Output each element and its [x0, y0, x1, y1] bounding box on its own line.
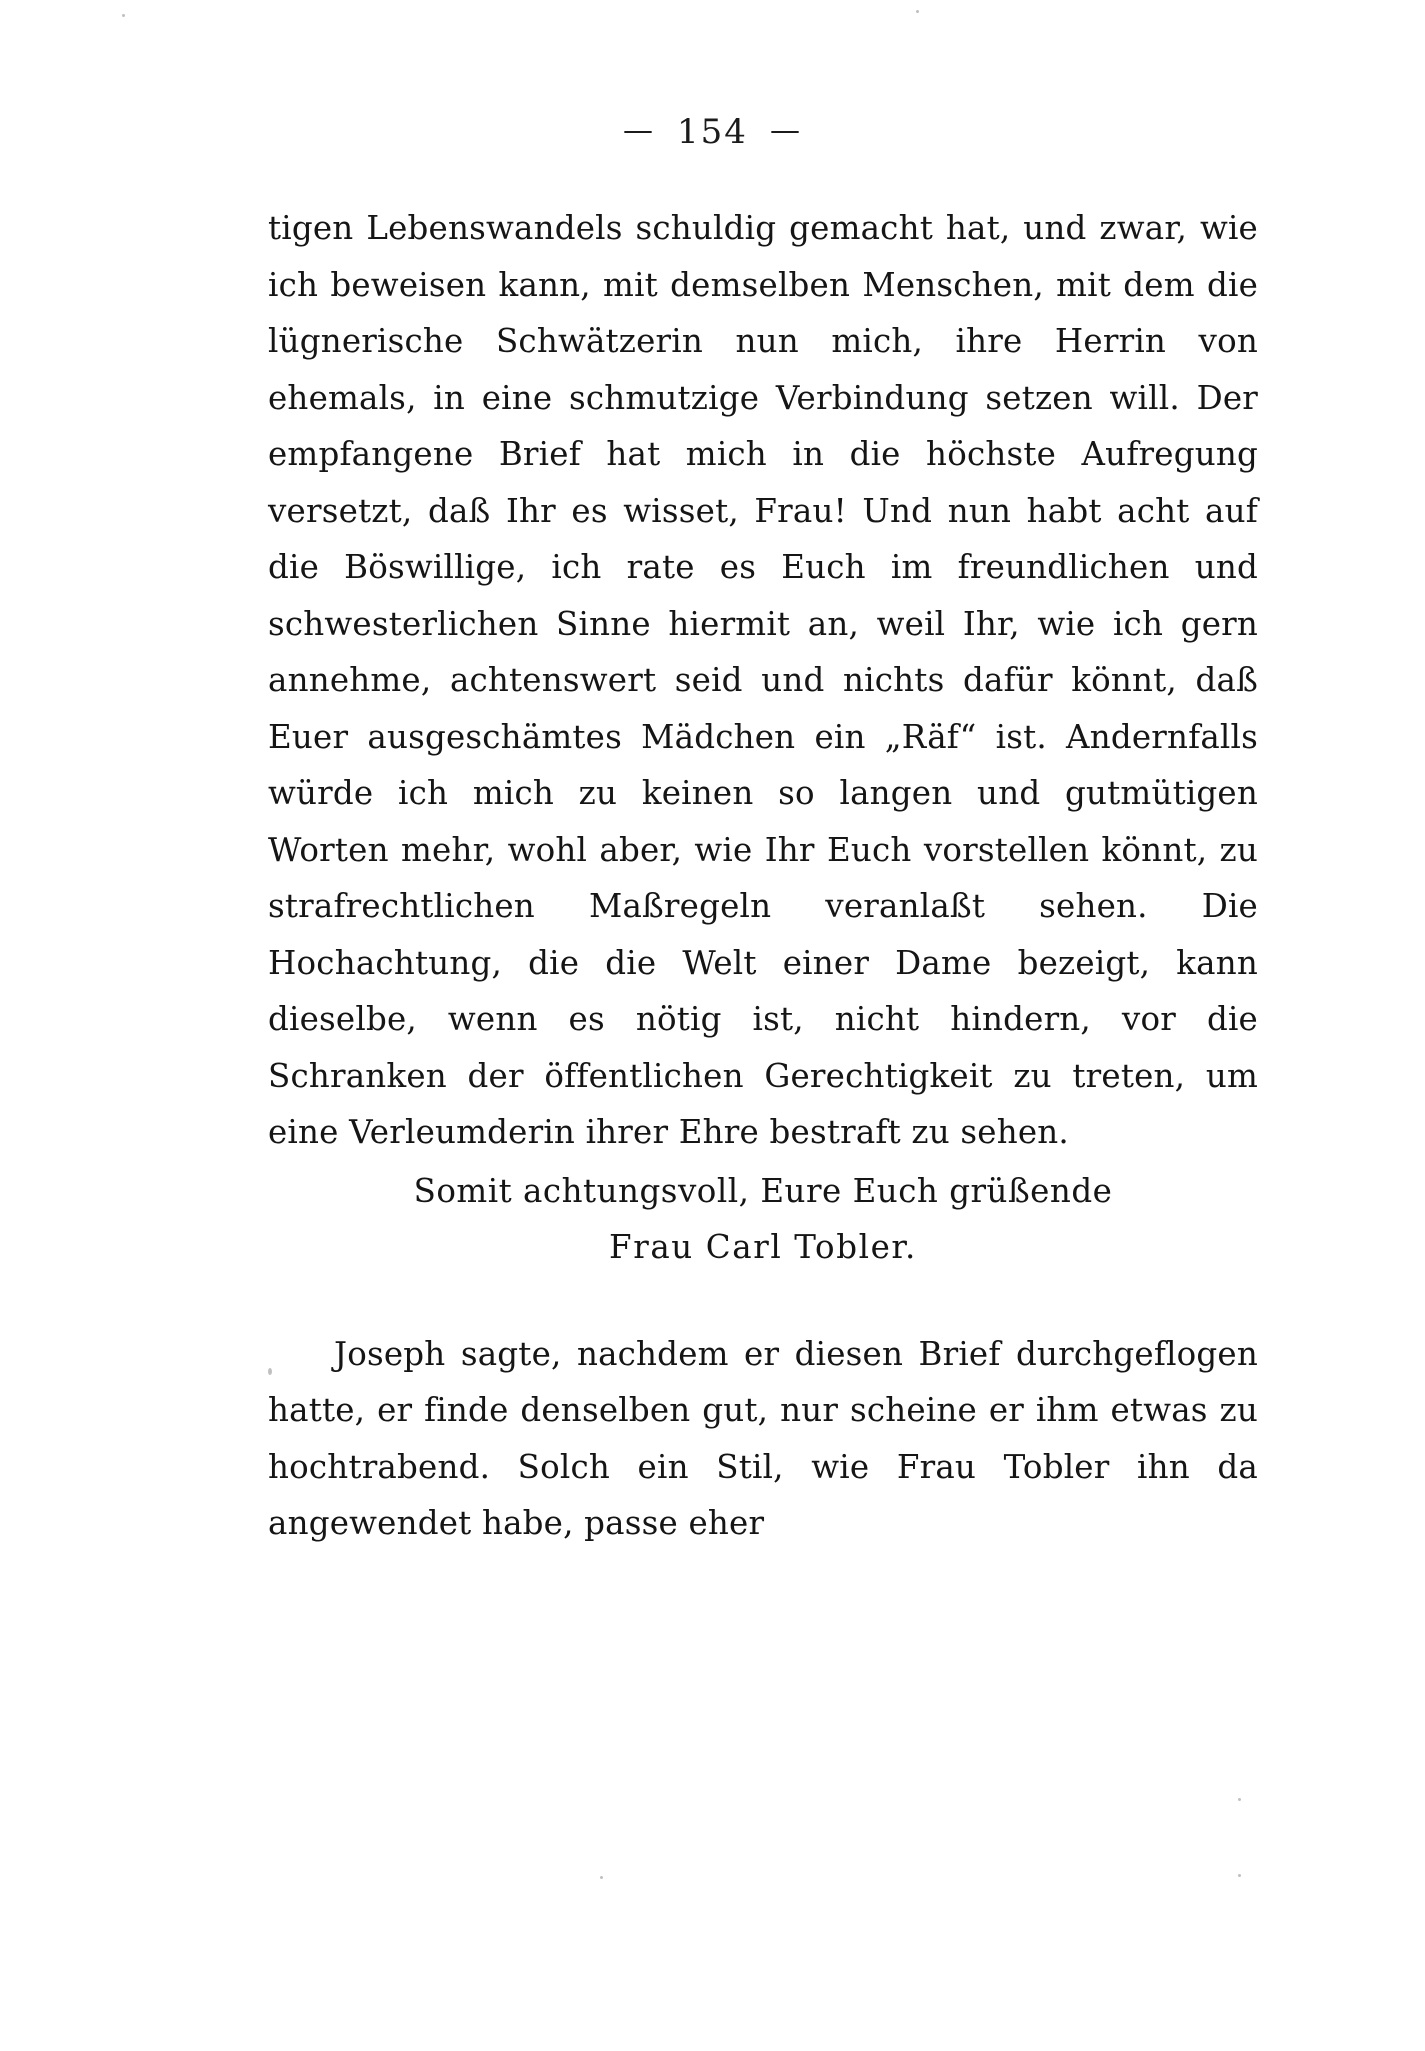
paragraph-spacer [268, 1276, 1258, 1326]
letter-closing [268, 1163, 1258, 1276]
scan-speck [1238, 1874, 1241, 1877]
letter-closing-salutation: Somit achtungsvoll, Eure Euch grüßende [413, 1171, 1113, 1210]
page-number-dash-right: — [769, 113, 802, 148]
scan-speck [122, 14, 125, 17]
page-body [268, 200, 1258, 1552]
scan-speck [1238, 1798, 1241, 1801]
scan-speck [916, 10, 919, 13]
page-number-value: 154 [677, 112, 748, 152]
paragraph-narration: Joseph sagte, nachdem er diesen Brief durchgeflogen hatte, er finde denselben gut, nur scheine er ihm etwas zu hochtrabend. Solch ein Stil, wie Frau Tobler ihn da angewendet habe, passe eher [268, 1334, 1258, 1542]
page-number-dash-left: — [623, 113, 656, 148]
paragraph-letter-body: tigen Lebenswandels schuldig gemacht hat, und zwar, wie ich beweisen kann, mit demselben Menschen, mit dem die lügnerische Schwätzerin nun mich, ihre Herrin von ehemals, in eine schmutzige Verbindung setzen will. Der empfangene Brief hat mich in die höchste Aufregung versetzt, daß Ihr es wisset, Frau! Und nun habt acht auf die Böswillige, ich rate es Euch im freundlichen und schwesterlichen Sinne hiermit an, weil Ihr, wie ich gern annehme, achtenswert seid und nichts dafür könnt, daß Euer ausgeschämtes Mädchen ein „Räf“ ist. Andernfalls würde ich mich zu keinen so langen und gutmütigen Worten mehr, wohl aber, wie Ihr Euch vorstellen könnt, zu strafrechtlichen Maßregeln veranlaßt sehen. Die Hochachtung, die die Welt einer Dame bezeigt, kann dieselbe, wenn es nötig ist, nicht hindern, vor die Schranken der öffentlichen Gerechtigkeit zu treten, um eine Verleumderin ihrer Ehre bestraft zu sehen. [268, 209, 1258, 1151]
page-number [0, 112, 1425, 152]
scan-speck [600, 1876, 603, 1879]
scan-speck [268, 1368, 272, 1375]
letter-signature: Frau Carl Tobler. [609, 1228, 917, 1266]
